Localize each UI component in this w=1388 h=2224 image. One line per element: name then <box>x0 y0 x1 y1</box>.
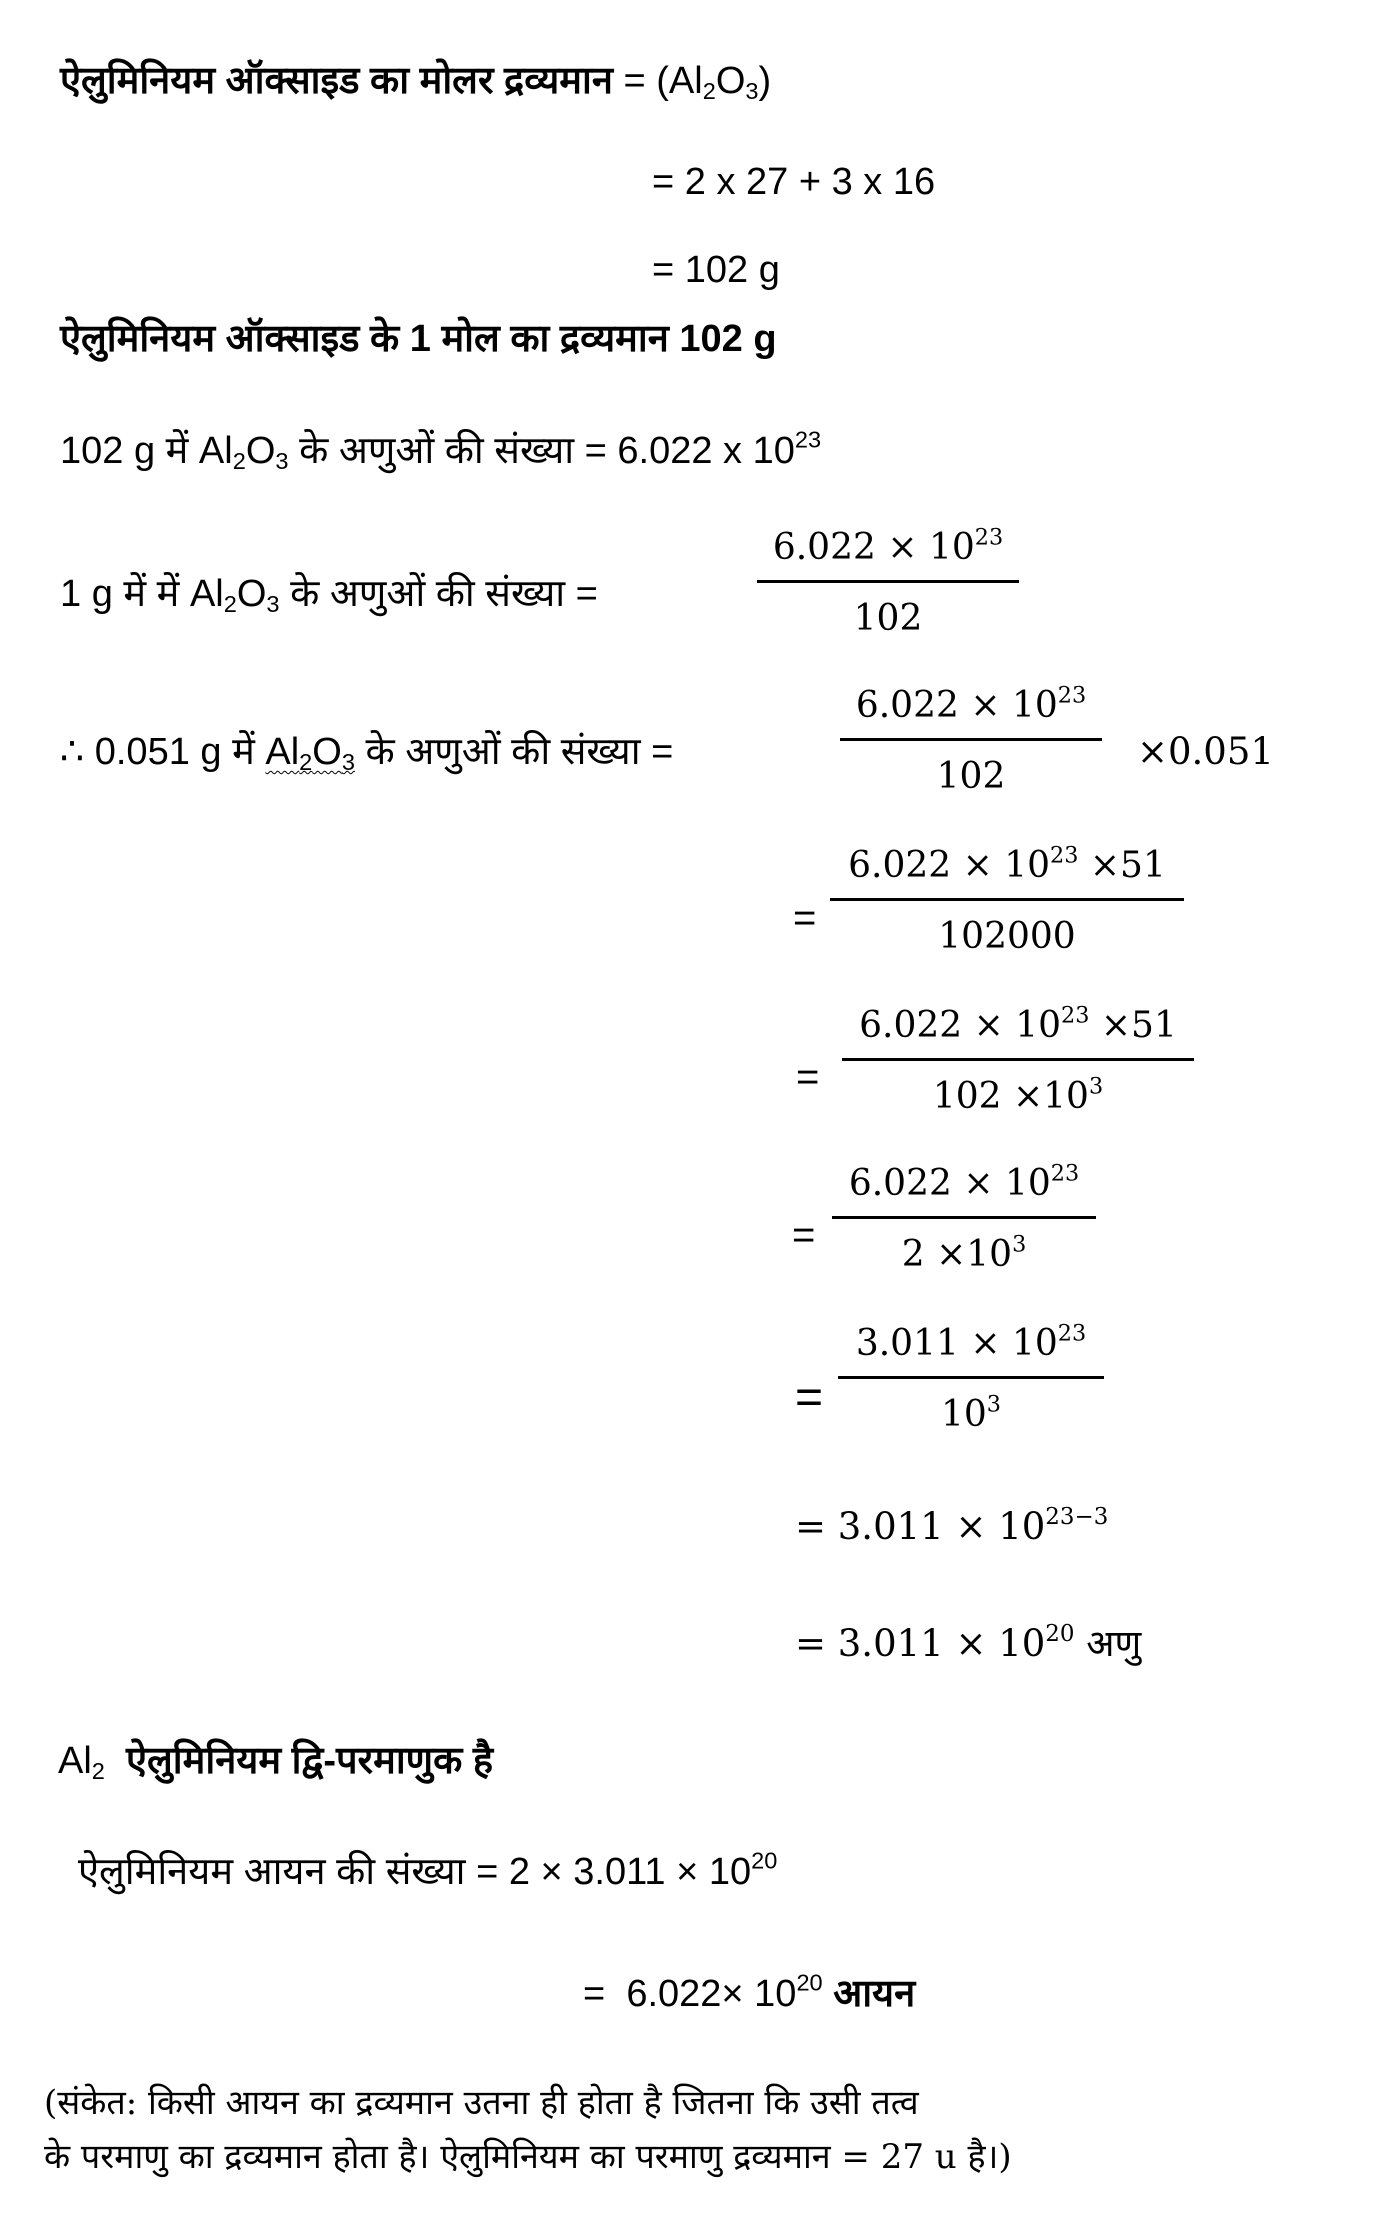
spellcheck-underlined-formula <box>265 731 355 773</box>
subscript: 2 <box>299 748 313 775</box>
exponent: 23 <box>1057 682 1087 709</box>
multiplier-0051: ×0.051 <box>1137 730 1274 773</box>
fraction-denominator <box>838 1379 1104 1433</box>
exponent: 23 <box>794 426 822 453</box>
step-fraction-1 <box>830 842 1184 957</box>
fraction-denominator: 102 <box>853 598 923 639</box>
fraction-denominator <box>832 1219 1096 1273</box>
formula-oxygen: O <box>715 60 746 102</box>
formula-open: (Al <box>656 60 703 102</box>
therefore-sign: ∴ <box>60 731 85 773</box>
exponent: 23 <box>1057 1320 1087 1347</box>
molar-mass-label: ऐलुमिनियम ऑक्साइड का मोलर द्रव्यमान <box>60 60 613 102</box>
exponent: 20 <box>751 1847 778 1874</box>
fraction-1g <box>757 524 1019 639</box>
aluminium-symbol: Al <box>265 731 300 773</box>
formula-subscript: 2 <box>702 77 716 104</box>
numerator-base: 6.022 × 10 <box>855 685 1058 726</box>
denominator-base: 102 ×10 <box>932 1076 1089 1117</box>
step-fraction-3 <box>832 1160 1096 1275</box>
denominator-base: 102000 <box>938 916 1076 957</box>
fraction-denominator <box>842 1061 1194 1115</box>
result-base: = 3.011 × 10 <box>795 1505 1046 1548</box>
exponent: 23−3 <box>1045 1504 1109 1531</box>
ion-count-line <box>78 1847 778 1893</box>
molar-calc-step2: = 102 g <box>652 249 780 291</box>
numerator-base: 6.022 × 10 <box>848 1163 1051 1204</box>
formula-subscript: 3 <box>745 77 759 104</box>
hint-line-2: के परमाणु का द्रव्यमान होता है। ऐलुमिनियम का परमाणु द्रव्यमान = 27 u है।) <box>44 2137 1012 2177</box>
subscript: 3 <box>341 748 355 775</box>
step-equals: = <box>793 896 817 940</box>
hint-line-1: (संकेत: किसी आयन का द्रव्यमान उतना ही होता है जितना कि उसी तत्व <box>44 2083 919 2123</box>
exponent: 20 <box>796 1969 823 1996</box>
numerator-base: 6.022 × 10 <box>848 845 1051 886</box>
exponent: 23 <box>1061 1002 1090 1029</box>
count-0051g-line <box>60 731 674 775</box>
count-1g-prefix: 1 g में में Al <box>60 573 224 615</box>
fraction-numerator <box>838 1320 1104 1376</box>
one-mole-mass-line: ऐलुमिनियम ऑक्साइड के 1 मोल का द्रव्यमान 102 g <box>60 318 777 360</box>
fraction-0051g <box>840 682 1102 797</box>
count-102g-line <box>60 426 822 474</box>
oxygen-symbol: O <box>245 430 276 472</box>
count-1g-line <box>60 573 598 617</box>
ion-unit: आयन <box>822 1973 916 2015</box>
count-102g-prefix: 102 g में Al <box>60 430 233 472</box>
fraction-numerator <box>757 524 1019 580</box>
diatomic-line <box>58 1740 494 1784</box>
step-equals: = <box>796 1055 820 1099</box>
step-equals: = <box>792 1213 816 1257</box>
molar-calc-step1: = 2 x 27 + 3 x 16 <box>652 161 936 203</box>
fraction-numerator <box>832 1160 1096 1216</box>
equals-sign: = <box>623 60 646 102</box>
ion-result-base: 6.022× 10 <box>626 1973 797 2015</box>
exponent: 3 <box>1012 1231 1027 1258</box>
exponent: 20 <box>1045 1621 1075 1648</box>
subscript: 3 <box>275 447 289 474</box>
count-102g-suffix: के अणुओं की संख्या = 6.022 x 10 <box>288 430 795 472</box>
numerator-base: 6.022 × 10 <box>859 1005 1062 1046</box>
diatomic-text: ऐलुमिनियम द्वि-परमाणुक है <box>126 1740 494 1782</box>
exponent: 23 <box>1050 1160 1080 1187</box>
numerator-tail: ×51 <box>1078 845 1166 886</box>
exponent: 23 <box>1050 842 1079 869</box>
fraction-numerator <box>830 842 1184 898</box>
ion-count-label: ऐलुमिनियम आयन की संख्या = 2 × 3.011 × 10 <box>78 1851 752 1893</box>
oxygen-symbol: O <box>236 573 267 615</box>
fraction-numerator <box>842 1002 1194 1058</box>
result-exponent-line <box>795 1504 1109 1548</box>
subscript: 3 <box>266 590 280 617</box>
subscript: 2 <box>223 590 237 617</box>
fraction-numerator <box>840 682 1102 738</box>
numerator-base: 6.022 × 10 <box>772 527 975 568</box>
step-fraction-2 <box>842 1002 1194 1117</box>
fraction-denominator: 102 <box>936 756 1006 797</box>
numerator-base: 3.011 × 10 <box>855 1323 1058 1364</box>
denominator-base: 10 <box>940 1394 987 1435</box>
equals-sign: = <box>583 1973 606 2015</box>
molar-mass-line <box>60 60 772 104</box>
denominator-base: 2 ×10 <box>901 1234 1013 1275</box>
exponent: 3 <box>1088 1073 1104 1100</box>
formula-close: ) <box>758 60 772 102</box>
fraction-denominator <box>830 901 1184 955</box>
ion-result-line <box>583 1969 916 2015</box>
molecule-unit: अणु <box>1074 1622 1142 1665</box>
exponent: 3 <box>986 1391 1001 1418</box>
subscript: 2 <box>91 1757 105 1784</box>
aluminium-symbol: Al <box>58 1740 92 1782</box>
numerator-tail: ×51 <box>1089 1005 1177 1046</box>
step-fraction-4 <box>838 1320 1104 1435</box>
result-base: = 3.011 × 10 <box>795 1622 1046 1665</box>
oxygen-symbol: O <box>312 731 342 773</box>
count-0051g-prefix: 0.051 g में <box>84 731 266 773</box>
subscript: 2 <box>232 447 246 474</box>
count-1g-suffix: के अणुओं की संख्या = <box>279 573 598 615</box>
step-equals: = <box>795 1371 824 1424</box>
exponent: 23 <box>974 524 1004 551</box>
count-0051g-suffix: के अणुओं की संख्या = <box>354 731 674 773</box>
result-molecules-line <box>795 1621 1142 1665</box>
